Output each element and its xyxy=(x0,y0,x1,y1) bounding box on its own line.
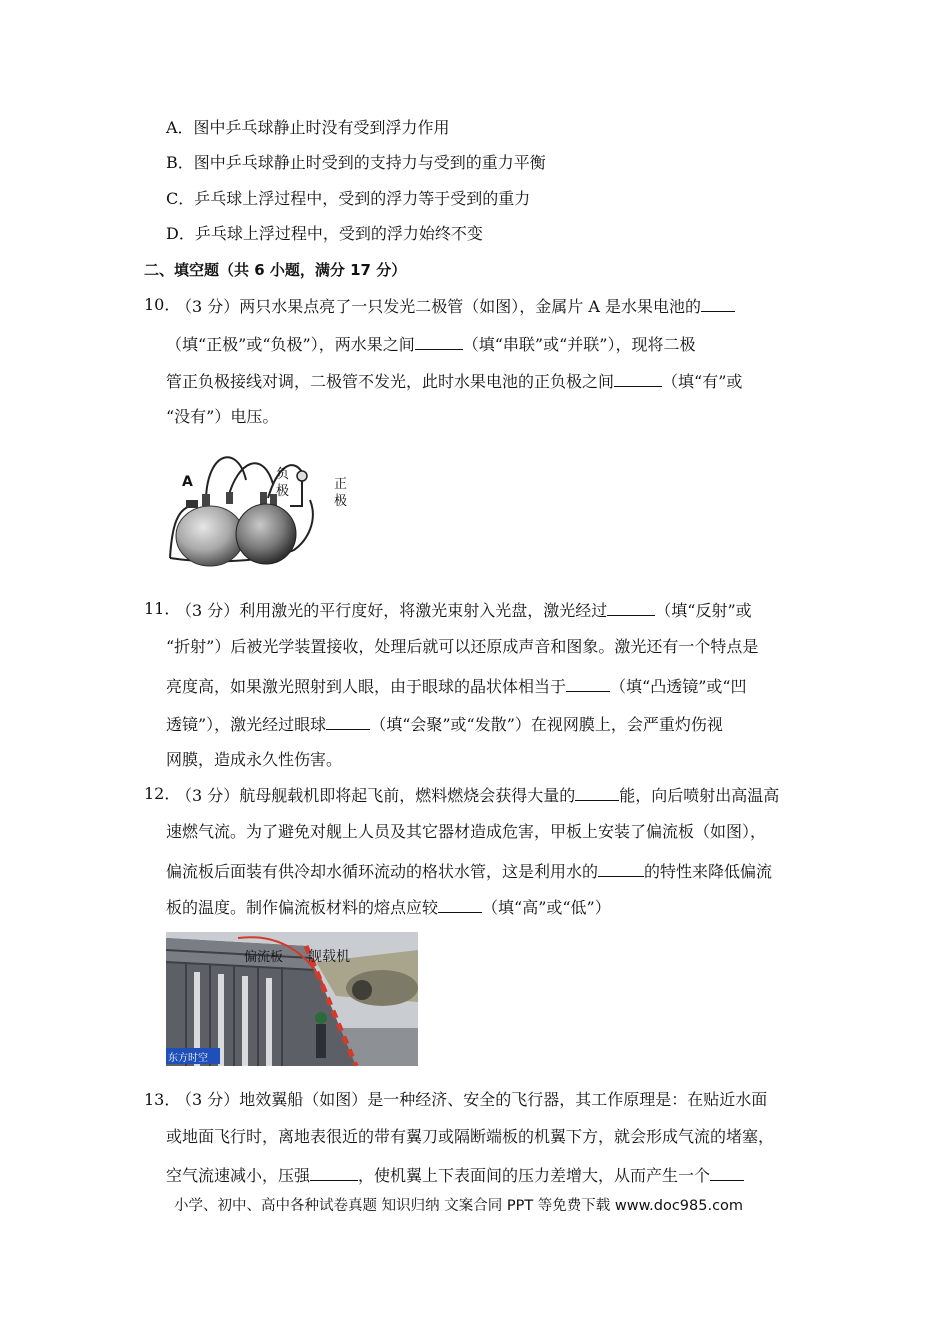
q10-text1: （3 分）两只水果点亮了一只发光二极管（如图），金属片 A 是水果电池的 xyxy=(176,297,701,316)
q11-line4 xyxy=(166,713,723,735)
label-negative xyxy=(276,466,289,500)
q12-text3a: 偏流板后面装有供冷却水循环流动的格状水管，这是利用水的 xyxy=(166,862,599,881)
q12-text4a: 板的温度。制作偏流板材料的熔点应较 xyxy=(166,898,439,917)
q10-blank3 xyxy=(614,370,662,387)
label-positive-2: 极 xyxy=(334,494,348,509)
fruit-battery-figure xyxy=(168,440,358,568)
q10-line1 xyxy=(176,295,735,317)
q13-line2: 或地面飞行时，离地表很近的带有翼刀或隔断端板的机翼下方，就会形成气流的堵塞， xyxy=(166,1127,775,1146)
q11-text4b: （填“会聚”或“发散”）在视网膜上，会严重灼伤视 xyxy=(370,715,723,734)
q10-line2 xyxy=(166,333,695,355)
option-c: C．乒乓球上浮过程中，受到的浮力等于受到的重力 xyxy=(166,189,531,208)
q12-blank2 xyxy=(598,860,644,877)
q10-line3 xyxy=(166,370,742,392)
q12-text4b: （填“高”或“低”） xyxy=(482,898,611,917)
q11-text4a: 透镜”），激光经过眼球 xyxy=(166,715,327,734)
q12-text1b: 能，向后喷射出高温高 xyxy=(619,786,780,805)
q13-blank2 xyxy=(710,1164,744,1181)
q11-text1a: （3 分）利用激光的平行度好，将激光束射入光盘，激光经过 xyxy=(176,601,608,620)
q13-text3a: 空气流速减小，压强 xyxy=(166,1166,311,1185)
q11-blank1 xyxy=(607,599,655,616)
q13-line3 xyxy=(166,1164,744,1186)
q12-blank1 xyxy=(575,784,619,801)
q12-text1a: （3 分）航母舰载机即将起飞前，燃料燃烧会获得大量的 xyxy=(176,786,576,805)
option-b: B．图中乒乓球静止时受到的支持力与受到的重力平衡 xyxy=(166,153,546,172)
q12-line4 xyxy=(166,896,611,918)
q12-line2: 速燃气流。为了避免对舰上人员及其它器材造成危害，甲板上安装了偏流板（如图）， xyxy=(166,822,767,841)
fruit-battery-illustration xyxy=(168,440,358,568)
q12-number: 12． xyxy=(144,784,181,803)
q11-text3a: 亮度高，如果激光照射到人眼，由于眼球的晶状体相当于 xyxy=(166,677,567,696)
q13-number: 13． xyxy=(144,1090,181,1109)
section-title: 二、填空题（共 6 小题，满分 17 分） xyxy=(144,261,407,279)
q11-line5: 网膜，造成永久性伤害。 xyxy=(166,750,343,769)
q10-number: 10． xyxy=(144,295,181,314)
label-positive-1: 正 xyxy=(334,477,348,492)
q11-line2: “折射”）后被光学装置接收，处理后就可以还原成声音和图象。激光还有一个特点是 xyxy=(166,637,759,656)
q12-text3b: 的特性来降低偏流 xyxy=(644,862,773,881)
label-positive xyxy=(334,476,347,510)
tv-logo: 东方时空 xyxy=(168,1053,208,1064)
q13-text3b: ，使机翼上下表面间的压力差增大，从而产生一个 xyxy=(358,1166,711,1185)
q10-blank2 xyxy=(415,333,463,350)
option-d: D．乒乓球上浮过程中，受到的浮力始终不变 xyxy=(166,224,483,243)
q12-line1 xyxy=(176,784,779,806)
q11-text3b: （填“凸透镜”或“凹 xyxy=(610,677,747,696)
q13-blank1 xyxy=(310,1164,358,1181)
q10-text3a: 管正负极接线对调，二极管不发光，此时水果电池的正负极之间 xyxy=(166,372,615,391)
q10-text2a: （填“正极”或“负极”），两水果之间 xyxy=(166,335,415,354)
label-deflector: 偏流板 xyxy=(244,950,284,965)
q10-text2b: （填“串联”或“并联”），现将二极 xyxy=(462,335,696,354)
q11-blank3 xyxy=(326,713,370,730)
q11-number: 11． xyxy=(144,599,181,618)
label-negative-1: 负 xyxy=(276,467,290,482)
q12-line3 xyxy=(166,860,772,882)
q10-text3b: （填“有”或 xyxy=(662,372,743,391)
q10-line4: “没有”）电压。 xyxy=(166,407,279,426)
label-a: A xyxy=(182,474,193,490)
q11-line3 xyxy=(166,675,747,697)
q11-blank2 xyxy=(566,675,610,692)
label-aircraft: 舰载机 xyxy=(308,949,350,965)
label-negative-2: 极 xyxy=(276,484,290,499)
q12-blank3 xyxy=(438,896,482,913)
option-a: A．图中乒乓球静止时没有受到浮力作用 xyxy=(166,118,450,137)
q13-line1: （3 分）地效翼船（如图）是一种经济、安全的飞行器，其工作原理是：在贴近水面 xyxy=(176,1090,768,1109)
deflector-photo xyxy=(166,932,418,1066)
q10-blank1 xyxy=(701,295,735,312)
q11-line1 xyxy=(176,599,752,621)
deflector-illustration xyxy=(166,932,418,1066)
footer-text: 小学、初中、高中各种试卷真题 知识归纳 文案合同 PPT 等免费下载 www.doc985.com xyxy=(174,1198,744,1214)
q11-text1b: （填“反射”或 xyxy=(655,601,752,620)
